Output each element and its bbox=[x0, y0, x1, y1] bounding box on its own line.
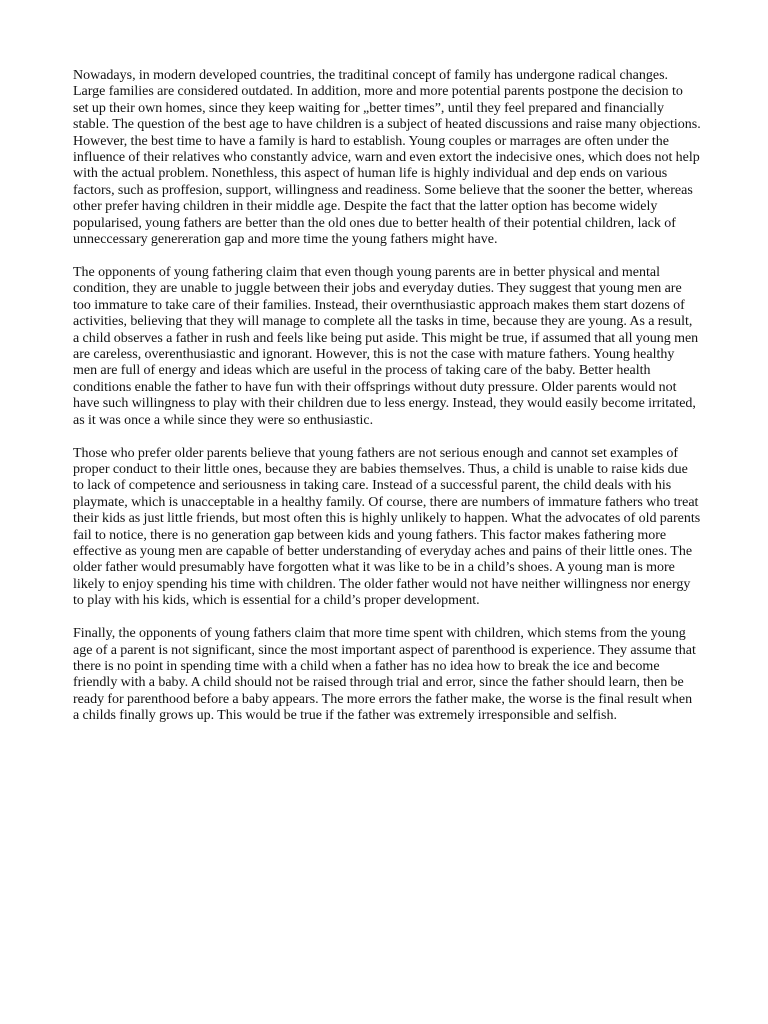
paragraph-4: Finally, the opponents of young fathers claim that more time spent with children, which stems from the young age of a parent is not significant, since the most important aspect of parenthood is experience. They assume that there is no point in spending time with a child when a father has no idea how to break the ice and become friendly with a baby. A child should not be raised through trial and error, since the father should learn, then be ready for parenthood before a baby appears. The more errors the father make, the worse is the final result when a childs finally grows up. This would be true if the father was extremely irresponsible and selfish. bbox=[73, 626, 696, 724]
paragraph-3: Those who prefer older parents believe that young fathers are not serious enough and cannot set examples of proper conduct to their little ones, because they are babies themselves. Thus, a child is unable to raise kids due to lack of competence and seriousness in taking care. Instead of a successful parent, the child deals with his playmate, which is unacceptable in a healthy family. Of course, there are numbers of immature fathers who treat their kids as just little friends, but most often this is highly unlikely to happen. What the advocates of old parents fail to notice, there is no generation gap between kids and young fathers. This factor makes fathering more effective as young men are capable of better understanding of everyday aches and pains of their little ones. The older father would presumably have forgotten what it was like to be in a child’s shoes. A young man is more likely to enjoy spending his time with children. The older father would not have neither willingness nor energy to play with his kids, which is essential for a child’s proper development. bbox=[73, 445, 701, 609]
paragraph-2: The opponents of young fathering claim that even though young parents are in better physical and mental condition, they are unable to juggle between their jobs and everyday duties. They suggest that young men are too immature to take care of their families. Instead, their overnthusiastic approach makes them start dozens of activities, believing that they will manage to complete all the tasks in time, because they are young. As a result, a child observes a father in rush and feels like being put aside. This might be true, if assumed that all young men are careless, overenthusiastic and ignorant. However, this is not the case with mature fathers. Young healthy men are full of energy and ideas which are useful in the process of taking care of the baby. Better health conditions enable the father to have fun with their offsprings without duty pressure. Older parents would not have such willingness to play with their children due to less energy. Instead, they would easily become irritated, as it was once a while since they were so enthusiastic. bbox=[73, 264, 699, 428]
document-body bbox=[73, 68, 701, 725]
paragraph-1: Nowadays, in modern developed countries, the traditinal concept of family has undergone radical changes. Large families are considered outdated. In addition, more and more potential parents postpone the decision to set up their own homes, since they keep waiting for „better times”, until they feel prepared and financially stable. The question of the best age to have children is a subject of heated discussions and raise many objections. However, the best time to have a family is hard to establish. Young couples or marrages are often under the influence of their relatives who constantly advice, warn and even extort the indecisive ones, which does not help with the actual problem. Nonethless, this aspect of human life is highly individual and dep ends on various factors, such as proffesion, support, willingness and readiness. Some believe that the sooner the better, whereas other prefer having children in their middle age. Despite the fact that the latter option has become widely popularised, young fathers are better than the old ones due to better health of their potential children, lack of unneccessary genereration gap and more time the young fathers might have. bbox=[73, 68, 701, 248]
